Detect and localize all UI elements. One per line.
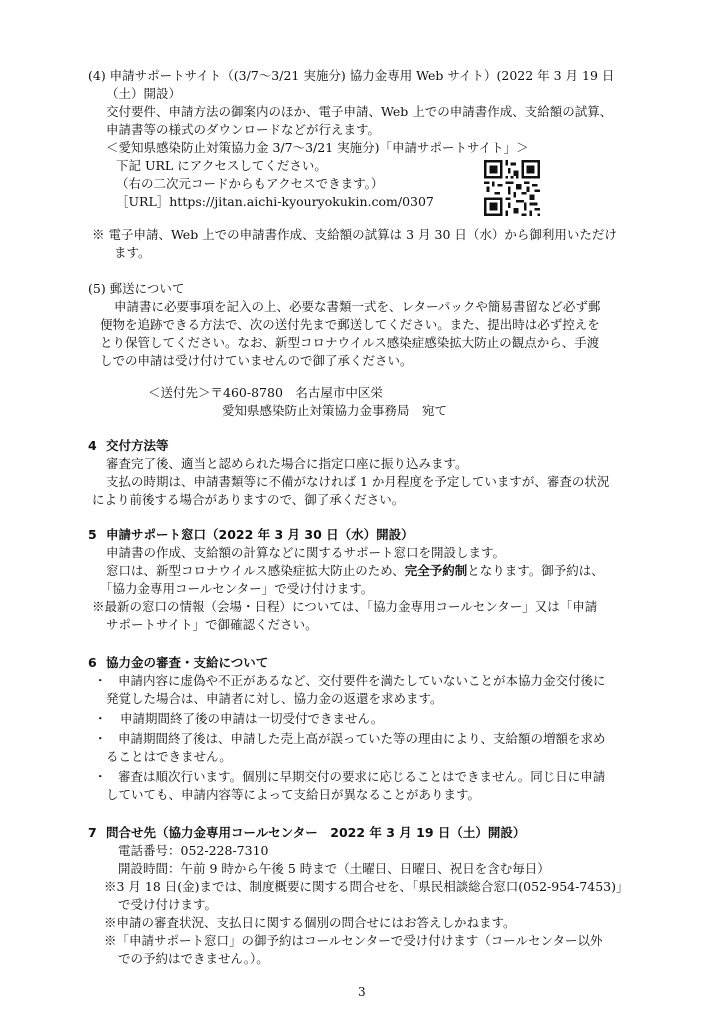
s5-text-1: 申請書に必要事項を記入の上、必要な書類一式を、レターパックや簡易書留など必ず郵 xyxy=(114,299,601,314)
s5-text-3: とり保管してください。なお、新型コロナウイルス感染症感染拡大防止の観点から、手渡 xyxy=(100,335,600,350)
page-number: 3 xyxy=(358,985,366,999)
h4-text-3: により前後する場合がありますので、御了承ください。 xyxy=(92,492,405,507)
bullet-icon: ・ xyxy=(94,711,107,726)
h5-number: 5 xyxy=(88,527,97,542)
s4-site-name: ＜愛知県感染防止対策協力金 3/7～3/21 実施分)「申請サポートサイト」＞ xyxy=(106,140,529,155)
h7-hours: 開設時間：午前 9 時から午後 5 時まで（土曜日、日曜日、祝日を含む毎日） xyxy=(118,861,550,876)
s4-qr-text: （右の二次元コードからもアクセスできます。） xyxy=(116,176,384,191)
s4-access-text: 下記 URL にアクセスしてください。 xyxy=(116,158,327,173)
h5-title: 申請サポート窓口（2022 年 3 月 30 日（水）開設） xyxy=(106,527,414,542)
s5-heading: (5) 郵送について xyxy=(88,281,185,296)
h5-text-2 xyxy=(106,562,604,580)
h7-phone: 電話番号：052-228-7310 xyxy=(118,843,269,858)
s4-text-1: 交付要件、申請方法の御案内のほか、電子申請、Web 上での申請書作成、支給額の試算、 xyxy=(106,104,613,119)
h7-note-3-cont: での予約はできません。）。 xyxy=(118,951,269,966)
h5-text-2c: となります。御予約は、 xyxy=(467,563,604,578)
h4-number: 4 xyxy=(88,438,97,453)
h7-number: 7 xyxy=(88,825,97,840)
h6-bullet-3-cont: ることはできません。 xyxy=(106,749,232,764)
s4-url[interactable]: ［URL］https://jitan.aichi-kyouryokukin.com/0307 xyxy=(116,194,434,209)
h5-text-2a: 窓口は、新型コロナウイルス感染症拡大防止のため、 xyxy=(106,563,405,578)
h4-text-1: 審査完了後、適当と認められた場合に指定口座に振り込みます。 xyxy=(106,456,468,471)
h6-bullet-4: 審査は順次行います。個別に早期交付の要求に応じることはできません。同じ日に申請 xyxy=(118,769,606,784)
s5-text-4: しでの申請は受け付けていませんので御了承ください。 xyxy=(100,353,413,368)
bullet-icon: ・ xyxy=(94,731,107,746)
s5-text-2: 便物を追跡できる方法で、次の送付先まで郵送してください。また、提出時は必ず控えを xyxy=(100,317,600,332)
s4-text-2: 申請書等の様式のダウンロードなどが行えます。 xyxy=(106,122,381,137)
qr-code-icon xyxy=(484,160,540,216)
h6-title: 協力金の審査・支給について xyxy=(106,655,269,670)
h6-bullet-1: 申請内容に虚偽や不正があるなど、交付要件を満たしていないことが本協力金交付後に xyxy=(118,673,606,688)
h5-text-3: 「協力金専用コールセンター」で受け付けます。 xyxy=(100,581,374,596)
s4-note-cont: ます。 xyxy=(114,245,151,260)
bullet-icon: ・ xyxy=(94,673,107,688)
h7-note-1-cont: で受け付けます。 xyxy=(118,897,218,912)
s4-heading: (4) 申請サポートサイト（(3/7～3/21 実施分) 協力金専用 Web サイト）(2022 年 3 月 19 日 xyxy=(88,68,615,83)
h6-bullet-2: 申請期間終了後の申請は一切受付できません。 xyxy=(120,711,384,726)
s5-address-2: 愛知県感染防止対策協力金事務局 宛て xyxy=(222,403,448,418)
h7-title: 問合せ先（協力金専用コールセンター 2022 年 3 月 19 日（土）開設） xyxy=(106,825,526,840)
s4-heading-cont: （土）開設） xyxy=(106,86,182,101)
h5-note: ※最新の窓口の情報（会場・日程）については、「協力金専用コールセンター」又は「申請 xyxy=(92,599,598,614)
h7-note-3: ※「申請サポート窓口」の御予約はコールセンターで受け付けます（コールセンター以外 xyxy=(104,933,603,948)
h6-bullet-3: 申請期間終了後は、申請した売上高が誤っていた等の理由により、支給額の増額を求め xyxy=(118,731,606,746)
s5-address-1: ＜送付先＞〒460-8780 名古屋市中区栄 xyxy=(148,385,383,400)
s4-note: ※ 電子申請、Web 上での申請書作成、支給額の試算は 3 月 30 日（水）から御利用いただけ xyxy=(92,227,617,242)
h6-number: 6 xyxy=(88,655,97,670)
h7-note-1: ※3 月 18 日(金)までは、制度概要に関する問合せを、「県民相談総合窓口(052-954-7453)」 xyxy=(104,879,629,894)
h5-text-1: 申請書の作成、支給額の計算などに関するサポート窓口を開設します。 xyxy=(106,545,506,560)
h4-title: 交付方法等 xyxy=(106,438,169,453)
bullet-icon: ・ xyxy=(94,769,107,784)
h5-note-cont: サポートサイト」で御確認ください。 xyxy=(106,617,318,632)
h6-bullet-1-cont: 発覚した場合は、申請者に対し、協力金の返還を求めます。 xyxy=(106,691,443,706)
h4-text-2: 支払の時期は、申請書類等に不備がなければ 1 か月程度を予定していますが、審査の状況 xyxy=(106,474,610,489)
h6-bullet-4-cont: していても、申請内容等によって支給日が異なることがあります。 xyxy=(106,787,481,802)
full-reservation-emphasis: 完全予約制 xyxy=(404,563,468,578)
h7-note-2: ※申請の審査状況、支払日に関する個別の問合せにはお答えしかねます。 xyxy=(104,915,516,930)
